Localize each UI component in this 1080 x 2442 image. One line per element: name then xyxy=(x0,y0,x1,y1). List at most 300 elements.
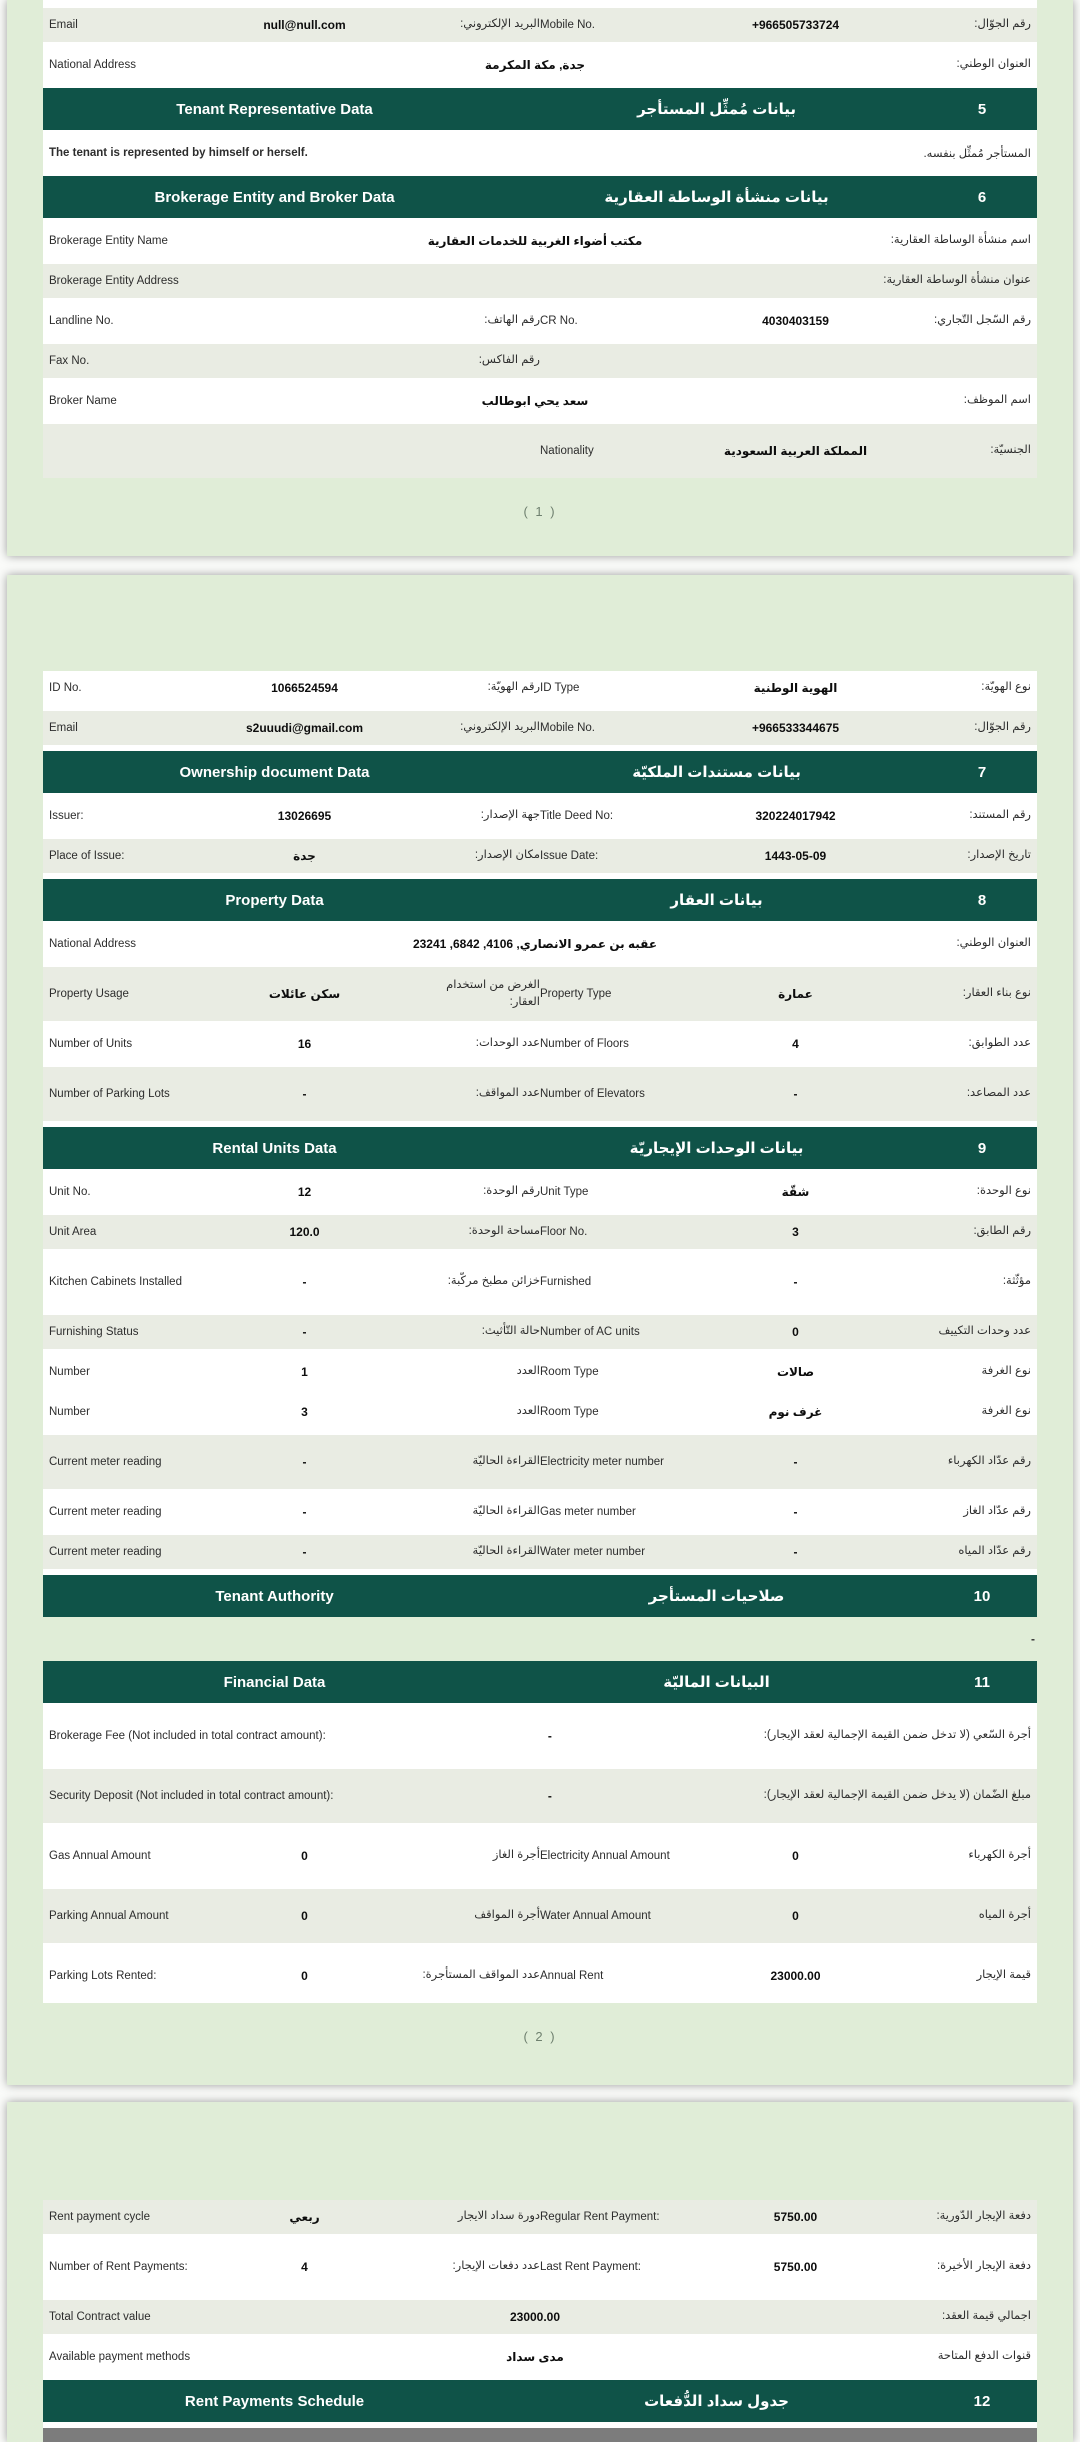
field-label-en: Place of Issue: xyxy=(49,849,125,862)
field-label-en: Brokerage Fee (Not included in total contract amount): xyxy=(49,1729,326,1742)
section-title-ar: بيانات مستندات الملكيّة xyxy=(632,764,801,781)
field-label-en: Number of Elevators xyxy=(540,1087,645,1100)
section-header xyxy=(43,176,1037,218)
data-row xyxy=(43,927,1037,961)
field-label-ar: الجنسيّة: xyxy=(990,444,1031,457)
field-label-ar: عدد المصاعد: xyxy=(966,1087,1031,1100)
section-title-ar: صلاحيات المستأجر xyxy=(648,1588,785,1605)
data-row xyxy=(43,2300,1037,2334)
field-label-ar: القراءة الحاليّة xyxy=(472,1505,540,1518)
section-number: 12 xyxy=(973,2392,991,2410)
field-label-en: Email xyxy=(49,18,78,31)
field xyxy=(540,847,1031,864)
field-label-ar: رقم عدّاد الغاز xyxy=(963,1505,1031,1518)
field-label-en: ID No. xyxy=(49,681,82,694)
field xyxy=(49,312,540,329)
field-label-en: Mobile No. xyxy=(540,721,595,734)
field-label-ar: نوع الغرفة xyxy=(981,1405,1031,1418)
field-label-ar: قيمة الإيجار xyxy=(976,1969,1031,1982)
data-row xyxy=(43,48,1037,82)
field-label-en: Number of Parking Lots xyxy=(49,1087,170,1100)
field xyxy=(540,1035,1031,1052)
field-value: 0 xyxy=(301,1908,308,1923)
field-value: مدى سداد xyxy=(506,2349,564,2364)
note-text-en: The tenant is represented by himself or herself. xyxy=(49,147,308,159)
field-label-en: Title Deed No: xyxy=(540,809,614,822)
field-label-ar: رقم الوحدة: xyxy=(483,1185,540,1198)
data-row xyxy=(43,1829,1037,1883)
field xyxy=(540,985,1031,1002)
field-value: 0 xyxy=(301,1968,308,1983)
field-label-ar: حالة التّأثيث: xyxy=(481,1325,540,1338)
field-value: +966505733724 xyxy=(751,17,840,32)
section-title-en: Tenant Authority xyxy=(215,1587,334,1605)
field-label-en: Gas meter number xyxy=(540,1505,636,1518)
data-row xyxy=(43,344,1037,378)
field-value: مكتب أضواء الغربية للخدمات العقارية xyxy=(427,233,643,248)
field-label-ar: عدد وحدات التكييف xyxy=(938,1325,1031,1338)
data-row xyxy=(43,2200,1037,2234)
data-row xyxy=(43,1395,1037,1429)
field-label-en: Gas Annual Amount xyxy=(49,1849,151,1862)
table-group xyxy=(43,0,1037,478)
section-header xyxy=(43,88,1037,130)
section-title-en: Rent Payments Schedule xyxy=(184,2392,365,2410)
empty-section-value xyxy=(43,1617,1037,1661)
field-value: 0 xyxy=(792,1848,799,1863)
field xyxy=(49,935,1031,952)
field-label-en: Email xyxy=(49,721,78,734)
field-label-en: Brokerage Entity Address xyxy=(49,274,179,287)
field-label-ar: مبلغ الضّمان (لا يدخل ضمن القيمة الإجمالية لعقد الإيجار): xyxy=(763,1789,1031,1802)
field-label-en: Property Type xyxy=(540,987,612,1000)
data-row xyxy=(43,1495,1037,1529)
field xyxy=(540,442,1031,459)
data-row xyxy=(43,384,1037,418)
document-page-2 xyxy=(7,575,1073,2085)
field-label-en: Nationality xyxy=(540,444,594,457)
field-value: s2uuudi@gmail.com xyxy=(245,720,364,735)
field-label-ar: جهة الإصدار: xyxy=(480,809,540,822)
field-label-ar: نوع الغرفة xyxy=(981,1365,1031,1378)
field-label-en: Total Contract value xyxy=(49,2310,151,2323)
field xyxy=(540,1183,1031,1200)
section-title-en: Tenant Representative Data xyxy=(176,100,373,118)
data-row xyxy=(43,799,1037,833)
flow-group xyxy=(43,504,1037,519)
data-row xyxy=(43,1175,1037,1209)
field xyxy=(49,1847,540,1864)
field-value: 16 xyxy=(297,1036,312,1051)
field-value: - xyxy=(547,1788,552,1803)
field-label-en: Water Annual Amount xyxy=(540,1909,651,1922)
field-label-ar: رقم عدّاد المياه xyxy=(958,1545,1031,1558)
field-label-ar: دفعة الإيجار الأخيرة: xyxy=(936,2260,1031,2273)
field-value: 0 xyxy=(301,1848,308,1863)
field-label-en: Furnished xyxy=(540,1275,592,1288)
data-row xyxy=(43,1435,1037,1489)
section-number: 5 xyxy=(977,100,987,118)
data-row xyxy=(43,2340,1037,2374)
field-label-ar: أجرة السّعي (لا تدخل ضمن القيمة الإجمالية لعقد الإيجار): xyxy=(763,1729,1031,1742)
data-row xyxy=(43,1889,1037,1943)
page-top-margin xyxy=(43,575,1037,671)
field xyxy=(540,1503,1031,1520)
data-row xyxy=(43,2240,1037,2294)
field-label-ar: العنوان الوطني: xyxy=(956,937,1031,950)
field xyxy=(540,1223,1031,1240)
field-label-ar: قنوات الدفع المتاحة xyxy=(937,2350,1031,2363)
data-row xyxy=(43,671,1037,705)
field-value: 23000.00 xyxy=(770,1968,821,1983)
page-number xyxy=(43,2029,1037,2044)
data-row xyxy=(43,224,1037,258)
section-title-en: Brokerage Entity and Broker Data xyxy=(154,188,395,206)
field-label-en: Kitchen Cabinets Installed xyxy=(49,1275,182,1288)
document-page-3 xyxy=(7,2102,1073,2442)
field-label-ar: أجرة الغاز xyxy=(492,1849,540,1862)
field-label-en: Available payment methods xyxy=(49,2350,191,2363)
field xyxy=(49,272,1031,289)
field-value: - xyxy=(302,1454,307,1469)
field xyxy=(540,1403,1031,1420)
field-value: 4030403159 xyxy=(762,313,829,328)
field-value: - xyxy=(793,1274,798,1289)
field-value: الهوية الوطنية xyxy=(753,680,838,695)
field-value: - xyxy=(302,1274,307,1289)
field xyxy=(540,1907,1031,1924)
field-label-en: Parking Lots Rented: xyxy=(49,1969,157,1982)
field xyxy=(540,1363,1031,1380)
field-label-en: Fax No. xyxy=(49,354,90,367)
section-header xyxy=(43,1575,1037,1617)
field-label-en: CR No. xyxy=(540,314,578,327)
field xyxy=(49,1273,540,1290)
table-group xyxy=(43,2200,1037,2442)
field xyxy=(540,807,1031,824)
field-label-ar: نوع الوحدة: xyxy=(976,1185,1031,1198)
field-value: null@null.com xyxy=(263,17,346,32)
data-row xyxy=(43,1769,1037,1823)
field-label-ar: مكان الإصدار: xyxy=(474,849,540,862)
field-label-ar: العدد xyxy=(516,1405,540,1418)
field-label-ar: عدد الوحدات: xyxy=(475,1037,540,1050)
field-value: - xyxy=(793,1086,798,1101)
section-title-en: Ownership document Data xyxy=(179,763,370,781)
field-label-ar: رقم الهاتف: xyxy=(484,314,540,327)
field-label-ar: عنوان منشأة الوساطة العقارية: xyxy=(883,274,1031,287)
section-title-ar: البيانات الماليّة xyxy=(663,1674,770,1691)
field-value: 4 xyxy=(301,2259,308,2274)
field xyxy=(49,1503,540,1520)
field-label-en: Annual Rent xyxy=(540,1969,604,1982)
section-title-ar: بيانات مُمثِّل المستأجر xyxy=(637,101,796,118)
field-label-ar: تاريخ الإصدار: xyxy=(967,849,1031,862)
field xyxy=(49,2348,1031,2365)
field-label-en: National Address xyxy=(49,937,136,950)
field-label-ar: نوع بناء العقار: xyxy=(962,987,1031,1000)
field-label-ar: رقم الطابق: xyxy=(973,1225,1031,1238)
field-value: 5750.00 xyxy=(773,2259,818,2274)
field-value: 3 xyxy=(301,1404,308,1419)
field-label-en: Unit No. xyxy=(49,1185,91,1198)
data-row xyxy=(43,1215,1037,1249)
field xyxy=(49,719,540,736)
field-value: عمارة xyxy=(778,986,813,1001)
field xyxy=(540,679,1031,696)
field xyxy=(49,16,540,33)
field xyxy=(49,1363,540,1380)
field-label-en: Regular Rent Payment: xyxy=(540,2210,660,2223)
field-value: 12 xyxy=(297,1184,312,1199)
field xyxy=(49,807,540,824)
field xyxy=(49,2208,540,2225)
field-value: - xyxy=(302,1086,307,1101)
field-label-ar: أجرة الكهرباء xyxy=(968,1849,1031,1862)
field xyxy=(49,1453,540,1470)
field-label-en: Furnishing Status xyxy=(49,1325,139,1338)
field-value: المملكة العربية السعودية xyxy=(723,443,868,458)
field-label-en: Electricity meter number xyxy=(540,1455,664,1468)
field-label-en: Last Rent Payment: xyxy=(540,2260,641,2273)
data-row xyxy=(43,1949,1037,2003)
field-label-ar: رقم السّجل التّجاري: xyxy=(933,314,1031,327)
field-label-en: Number of AC units xyxy=(540,1325,640,1338)
field-label-en: Current meter reading xyxy=(49,1505,162,1518)
section-number: 7 xyxy=(977,763,987,781)
field-label-en: Issuer: xyxy=(49,809,84,822)
field-label-ar: العدد xyxy=(516,1365,540,1378)
field xyxy=(49,2308,1031,2325)
field xyxy=(49,1223,540,1240)
field xyxy=(49,679,540,696)
field xyxy=(49,1787,1031,1804)
data-row xyxy=(43,1255,1037,1309)
field-value: +966533344675 xyxy=(751,720,840,735)
field xyxy=(49,1035,540,1052)
field xyxy=(540,312,1031,329)
section-header xyxy=(43,1661,1037,1703)
field-label-en: Electricity Annual Amount xyxy=(540,1849,670,1862)
section-header xyxy=(43,879,1037,921)
data-row xyxy=(43,711,1037,745)
field-value: 13026695 xyxy=(277,808,332,823)
field-label-ar: البريد الإلكتروني: xyxy=(460,721,540,734)
flow-group xyxy=(43,1617,1037,1661)
field-label-ar: دفعة الإيجار الدّورية: xyxy=(936,2210,1031,2223)
section-title-ar: جدول سداد الدُّفعات xyxy=(644,2393,789,2410)
field-value: سكن عائلات xyxy=(268,986,341,1001)
field-value: شقّة xyxy=(781,1184,810,1199)
field-label-en: ID Type xyxy=(540,681,580,694)
field xyxy=(49,1183,540,1200)
field xyxy=(49,1907,540,1924)
field-label-en: Water meter number xyxy=(540,1545,646,1558)
field xyxy=(540,1543,1031,1560)
data-row xyxy=(43,1535,1037,1569)
flow-group xyxy=(43,2102,1037,2200)
document-page-1 xyxy=(7,0,1073,556)
field-label-ar: أجرة المياه xyxy=(978,1909,1031,1922)
field-label-ar: رقم الجوّال: xyxy=(974,721,1031,734)
page-number-label: ( 2 ) xyxy=(523,2029,557,2044)
data-row xyxy=(43,1067,1037,1121)
field-value: غرف نوم xyxy=(768,1404,823,1419)
note-row xyxy=(43,136,1037,170)
field xyxy=(49,1727,1031,1744)
field xyxy=(49,392,1031,409)
field-label-en: Unit Area xyxy=(49,1225,97,1238)
field-label-ar: البريد الإلكتروني: xyxy=(460,18,540,31)
data-row xyxy=(43,839,1037,873)
field-value: 0 xyxy=(792,1324,799,1339)
data-row xyxy=(43,967,1037,1021)
data-row xyxy=(43,1027,1037,1061)
field-value: سعد يحي ابوطالب xyxy=(481,393,589,408)
field-value: - xyxy=(793,1504,798,1519)
field xyxy=(49,1543,540,1560)
field-label-en: Unit Type xyxy=(540,1185,589,1198)
field-label-ar: رقم عدّاد الكهرباء xyxy=(947,1455,1031,1468)
field xyxy=(49,1403,540,1420)
field-value: جدة xyxy=(293,848,316,863)
field-label-en: Broker Name xyxy=(49,394,117,407)
field xyxy=(49,232,1031,249)
field-label-ar: رقم الهويّة: xyxy=(487,681,540,694)
section-number: 8 xyxy=(977,891,987,909)
field-value: جدة, مكة المكرمة xyxy=(484,57,586,72)
section-title-ar: بيانات منشأة الوساطة العقارية xyxy=(604,189,829,206)
field-label-ar: رقم الفاكس: xyxy=(478,354,540,367)
field-label-en: Number xyxy=(49,1405,90,1418)
field-label-ar: عدد المواقف: xyxy=(475,1087,540,1100)
field-label-ar: عدد المواقف المستأجرة: xyxy=(422,1969,540,1982)
field xyxy=(540,2258,1031,2275)
flow-group xyxy=(43,575,1037,671)
data-row xyxy=(43,8,1037,42)
field-label-en: Mobile No. xyxy=(540,18,595,31)
field-value: - xyxy=(547,1728,552,1743)
empty-value-dash: - xyxy=(1031,1632,1035,1646)
field-label-ar: القراءة الحاليّة xyxy=(472,1545,540,1558)
field-value: ربعي xyxy=(289,2209,320,2224)
field-value: - xyxy=(302,1324,307,1339)
page-top-margin xyxy=(43,2102,1037,2200)
field-label-en: Property Usage xyxy=(49,987,129,1000)
field xyxy=(540,16,1031,33)
field-value: 1443-05-09 xyxy=(764,848,827,863)
field-value: 1 xyxy=(301,1364,308,1379)
field xyxy=(49,1967,540,1984)
field-label-ar: اسم منشأة الوساطة العقارية: xyxy=(890,234,1031,247)
field-value: 0 xyxy=(792,1908,799,1923)
section-header xyxy=(43,2380,1037,2422)
section-title-ar: بيانات الوحدات الإيجاريّة xyxy=(629,1140,804,1157)
section-title-en: Rental Units Data xyxy=(212,1139,337,1157)
field-value: 1066524594 xyxy=(271,680,338,695)
section-number: 6 xyxy=(977,188,987,206)
field xyxy=(540,1323,1031,1340)
field-label-ar: دورة سداد الايجار xyxy=(457,2210,540,2223)
field-label-ar: اسم الموظف: xyxy=(963,394,1031,407)
data-row xyxy=(43,304,1037,338)
field-label-ar: عدد الطوابق: xyxy=(968,1037,1031,1050)
field-label-ar: مساحة الوحدة: xyxy=(468,1225,540,1238)
field-label-en: Brokerage Entity Name xyxy=(49,234,168,247)
page-number-label: ( 1 ) xyxy=(523,504,557,519)
field-label-en: Current meter reading xyxy=(49,1455,162,1468)
field xyxy=(540,1847,1031,1864)
field-label-ar: رقم الجوّال: xyxy=(974,18,1031,31)
field xyxy=(540,1967,1031,1984)
section-number: 10 xyxy=(973,1587,991,1605)
field-label-en: Issue Date: xyxy=(540,849,599,862)
section-number: 11 xyxy=(974,1673,990,1691)
field-value: عقبه بن عمرو الانصاري, 4106, 6842, 23241 xyxy=(412,936,658,951)
schedule-table-header-band xyxy=(43,2428,1037,2442)
field-value: 320224017942 xyxy=(755,808,836,823)
section-header xyxy=(43,1127,1037,1169)
section-number: 9 xyxy=(977,1139,987,1157)
field-label-ar: العنوان الوطني: xyxy=(956,58,1031,71)
table-group xyxy=(43,1661,1037,2003)
field-label-en: Number xyxy=(49,1365,90,1378)
field-value: صالات xyxy=(776,1364,815,1379)
table-group xyxy=(43,671,1037,1617)
field xyxy=(49,977,540,1012)
data-row xyxy=(43,1315,1037,1349)
field-label-en: Number of Rent Payments: xyxy=(49,2260,188,2273)
field xyxy=(49,56,1031,73)
field xyxy=(49,352,540,369)
field-label-en: Number of Floors xyxy=(540,1037,629,1050)
field-label-ar: خزائن مطبخ مركّبة: xyxy=(447,1275,540,1288)
field-value: - xyxy=(793,1544,798,1559)
field-label-ar: رقم المستند: xyxy=(969,809,1031,822)
flow-group xyxy=(43,2029,1037,2044)
field-label-ar: اجمالي قيمة العقد: xyxy=(941,2310,1031,2323)
field xyxy=(540,1453,1031,1470)
field-label-en: Current meter reading xyxy=(49,1545,162,1558)
data-row xyxy=(43,1355,1037,1389)
field-value: 23000.00 xyxy=(509,2309,561,2324)
field xyxy=(49,1323,540,1340)
field-label-en: Rent payment cycle xyxy=(49,2210,150,2223)
field-value: 3 xyxy=(792,1224,799,1239)
data-row xyxy=(43,424,1037,478)
field-label-ar: مؤثّثة: xyxy=(1002,1275,1031,1288)
field xyxy=(49,1085,540,1102)
field-label-en: Floor No. xyxy=(540,1225,588,1238)
field-value: - xyxy=(302,1544,307,1559)
field xyxy=(540,1273,1031,1290)
note-text-ar: المستأجر مُمثِّل بنفسه. xyxy=(923,148,1031,160)
section-header xyxy=(43,751,1037,793)
field xyxy=(49,847,540,864)
section-title-en: Property Data xyxy=(225,891,324,909)
field-label-en: Number of Units xyxy=(49,1037,133,1050)
data-row xyxy=(43,264,1037,298)
field-label-en: Security Deposit (Not included in total contract amount): xyxy=(49,1789,334,1802)
field xyxy=(540,2208,1031,2225)
page-number xyxy=(43,504,1037,519)
field-label-ar: أجرة المواقف xyxy=(474,1909,540,1922)
field-value: 4 xyxy=(792,1036,799,1051)
field-label-ar: نوع الهويّة: xyxy=(981,681,1031,694)
data-row xyxy=(43,1709,1037,1763)
field-label-en: Room Type xyxy=(540,1405,599,1418)
field-label-en: National Address xyxy=(49,58,136,71)
